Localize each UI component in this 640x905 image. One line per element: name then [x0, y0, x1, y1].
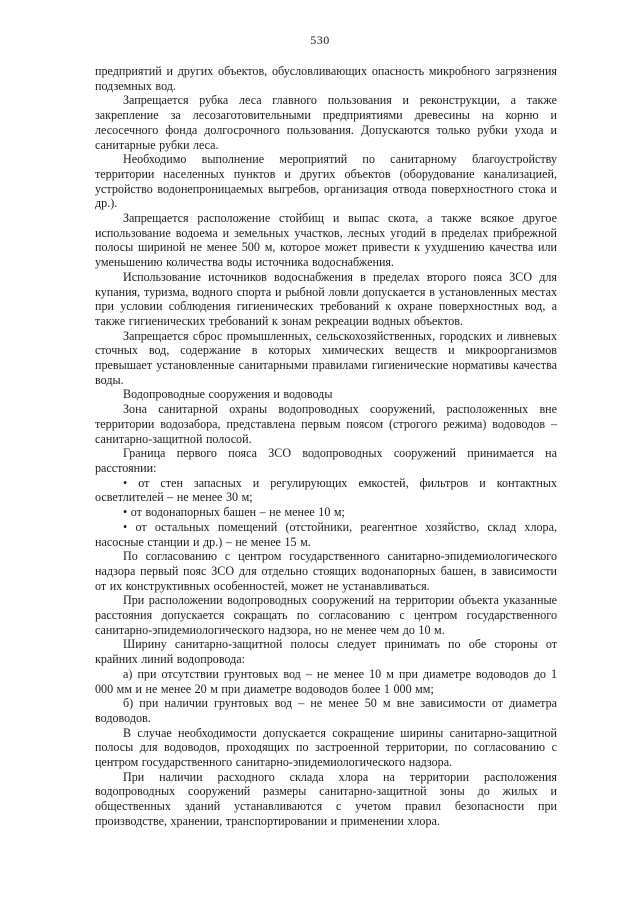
document-body [95, 64, 557, 829]
paragraph: предприятий и других объектов, обусловливающих опасность микробного загрязнения подземных вод. [95, 64, 557, 93]
paragraph: Запрещается расположение стойбищ и выпас скота, а также всякое другое использование водоема и земельных участков, лесных угодий в пределах прибрежной полосы шириной не менее 500 м, которое может привести к ухудшению качества или уменьшению количества воды источника водоснабжения. [95, 211, 557, 270]
paragraph: Ширину санитарно-защитной полосы следует принимать по обе стороны от крайних линий водопровода: [95, 637, 557, 667]
section-heading: Водопроводные сооружения и водоводы [123, 387, 333, 402]
paragraph: Запрещается сброс промышленных, сельскохозяйственных, городских и ливневых сточных вод, содержание в которых химических веществ и микроорганизмов превышает установленные санитарными правилами гигиенические нормативы качества воды. [95, 328, 557, 387]
list-item-a: а) при отсутствии грунтовых вод – не менее 10 м при диаметре водоводов до 1 000 мм и не менее 20 м при диаметре водоводов более 1 000 мм; [95, 666, 557, 696]
paragraph: При расположении водопроводных сооружений на территории объекта указанные расстояния допускается сокращать по согласованию с центром государственного санитарно-эпидемиологического надзора, но не менее чем до 10 м. [95, 593, 557, 637]
paragraph: При наличии расходного склада хлора на территории расположения водопроводных сооружений размеры санитарно-защитной зоны до жилых и общественных зданий устанавливаются с учетом правил безопасности при производстве, хранении, транспортировании и применении хлора. [95, 769, 557, 828]
paragraph: По согласованию с центром государственного санитарно-эпидемиологического надзора первый пояс ЗСО для отдельно стоящих водонапорных башен, в зависимости от их конструктивных особенностей, может не устанавливаться. [95, 549, 557, 593]
paragraph: Граница первого пояса ЗСО водопроводных сооружений принимается на расстоянии: [95, 446, 557, 475]
paragraph: В случае необходимости допускается сокращение ширины санитарно-защитной полосы для водоводов, проходящих по застроенной территории, по согласованию с центром государственного санитарно-эпидемиологического надзора. [95, 725, 557, 770]
paragraph: Использование источников водоснабжения в пределах второго пояса ЗСО для купания, туризма, водного спорта и рыбной ловли допускается в установленных местах при условии соблюдения гигиенических требований к охране поверхностных вод, а также гигиенических требований к зонам рекреации водных объектов. [95, 269, 557, 328]
paragraph: Зона санитарной охраны водопроводных сооружений, расположенных вне территории водозабора, представлена первым поясом (строгого режима) водоводов – санитарно-защитной полосой. [95, 402, 557, 446]
paragraph: Необходимо выполнение мероприятий по санитарному благоустройству территории населенных пунктов и других объектов (оборудование канализацией, устройство водонепроницаемых выгребов, организация отвода поверхностного стока и др.). [95, 152, 557, 211]
bullet-item: • от стен запасных и регулирующих емкостей, фильтров и контактных осветлителей – не менее 30 м; [95, 475, 557, 505]
list-item-b: б) при наличии грунтовых вод – не менее 50 м вне зависимости от диаметра водоводов. [95, 696, 557, 725]
page-number: 530 [310, 33, 330, 47]
bullet-item: • от водонапорных башен – не менее 10 м; [123, 505, 345, 520]
bullet-item: • от остальных помещений (отстойники, реагентное хозяйство, склад хлора, насосные станции и др.) – не менее 15 м. [95, 519, 557, 549]
paragraph: Запрещается рубка леса главного пользования и реконструкции, а также закрепление за лесозаготовительными предприятиями древесины на корню и лесосечного фонда долгосрочного пользования. Допускаются только рубки ухода и санитарные рубки леса. [95, 93, 557, 152]
